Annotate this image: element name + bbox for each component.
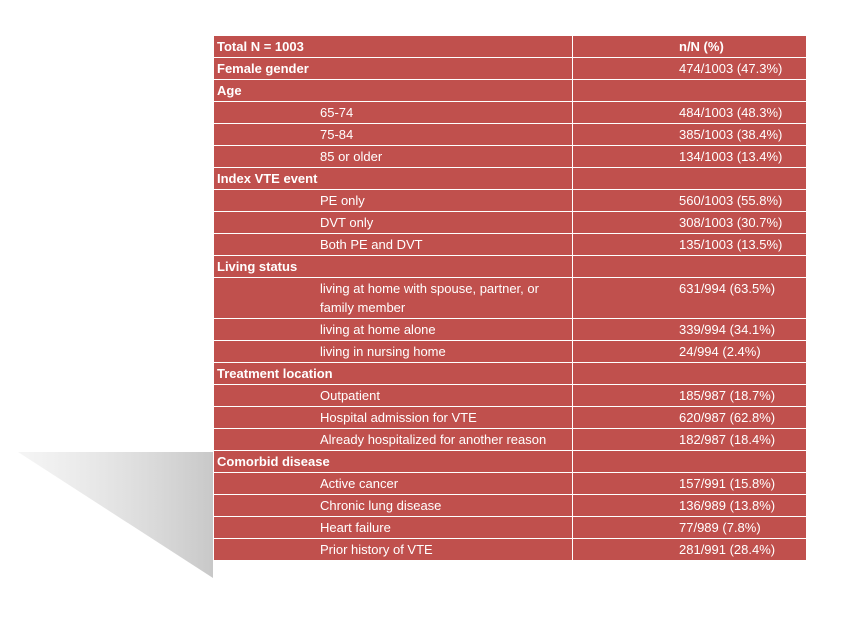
row-value <box>573 363 807 385</box>
table-row <box>214 341 807 363</box>
row-value: 560/1003 (55.8%) <box>573 190 807 212</box>
row-value: 185/987 (18.7%) <box>573 385 807 407</box>
item-label: Both PE and DVT <box>214 234 573 256</box>
table-row <box>214 539 807 561</box>
table-row <box>214 278 807 319</box>
item-label: Prior history of VTE <box>214 539 573 561</box>
item-label: Hospital admission for VTE <box>214 407 573 429</box>
item-label: Already hospitalized for another reason <box>214 429 573 451</box>
item-label: Heart failure <box>214 517 573 539</box>
table-row <box>214 102 807 124</box>
table-row <box>214 319 807 341</box>
item-label: DVT only <box>214 212 573 234</box>
item-label: 75-84 <box>214 124 573 146</box>
table-row <box>214 234 807 256</box>
item-label: Outpatient <box>214 385 573 407</box>
item-label: living in nursing home <box>214 341 573 363</box>
row-value <box>573 451 807 473</box>
row-value: 134/1003 (13.4%) <box>573 146 807 168</box>
row-value: 281/991 (28.4%) <box>573 539 807 561</box>
table-row <box>214 385 807 407</box>
table-row <box>214 407 807 429</box>
table-row <box>214 58 807 80</box>
table-row <box>214 363 807 385</box>
group-label: Age <box>214 80 573 102</box>
row-value <box>573 256 807 278</box>
item-label: living at home with spouse, partner, or family member <box>214 278 573 319</box>
table-row <box>214 190 807 212</box>
row-value: 620/987 (62.8%) <box>573 407 807 429</box>
group-label: Female gender <box>214 58 573 80</box>
header-label: Total N = 1003 <box>214 36 573 58</box>
row-value: 484/1003 (48.3%) <box>573 102 807 124</box>
group-label: Index VTE event <box>214 168 573 190</box>
row-value: 385/1003 (38.4%) <box>573 124 807 146</box>
row-value: 24/994 (2.4%) <box>573 341 807 363</box>
table-row <box>214 256 807 278</box>
row-value: 135/1003 (13.5%) <box>573 234 807 256</box>
table-row <box>214 429 807 451</box>
row-value <box>573 80 807 102</box>
row-value: 157/991 (15.8%) <box>573 473 807 495</box>
table-row <box>214 124 807 146</box>
row-value: 339/994 (34.1%) <box>573 319 807 341</box>
table-row <box>214 80 807 102</box>
row-value: 308/1003 (30.7%) <box>573 212 807 234</box>
table-row <box>214 517 807 539</box>
item-label: Active cancer <box>214 473 573 495</box>
row-value: 182/987 (18.4%) <box>573 429 807 451</box>
item-label: living at home alone <box>214 319 573 341</box>
item-label: PE only <box>214 190 573 212</box>
row-value: 136/989 (13.8%) <box>573 495 807 517</box>
group-label: Living status <box>214 256 573 278</box>
item-label: 65-74 <box>214 102 573 124</box>
table-row <box>214 168 807 190</box>
group-label: Comorbid disease <box>214 451 573 473</box>
group-label: Treatment location <box>214 363 573 385</box>
table-body <box>214 58 807 561</box>
table-row <box>214 473 807 495</box>
row-value: 77/989 (7.8%) <box>573 517 807 539</box>
table-row <box>214 212 807 234</box>
table-row <box>214 451 807 473</box>
row-value: 474/1003 (47.3%) <box>573 58 807 80</box>
patient-characteristics-table <box>213 35 807 561</box>
header-value: n/N (%) <box>573 36 807 58</box>
row-value: 631/994 (63.5%) <box>573 278 807 319</box>
patient-characteristics-table-container <box>213 35 806 561</box>
table-header-row <box>214 36 807 58</box>
item-label: Chronic lung disease <box>214 495 573 517</box>
table-row <box>214 146 807 168</box>
table-row <box>214 495 807 517</box>
row-value <box>573 168 807 190</box>
item-label: 85 or older <box>214 146 573 168</box>
